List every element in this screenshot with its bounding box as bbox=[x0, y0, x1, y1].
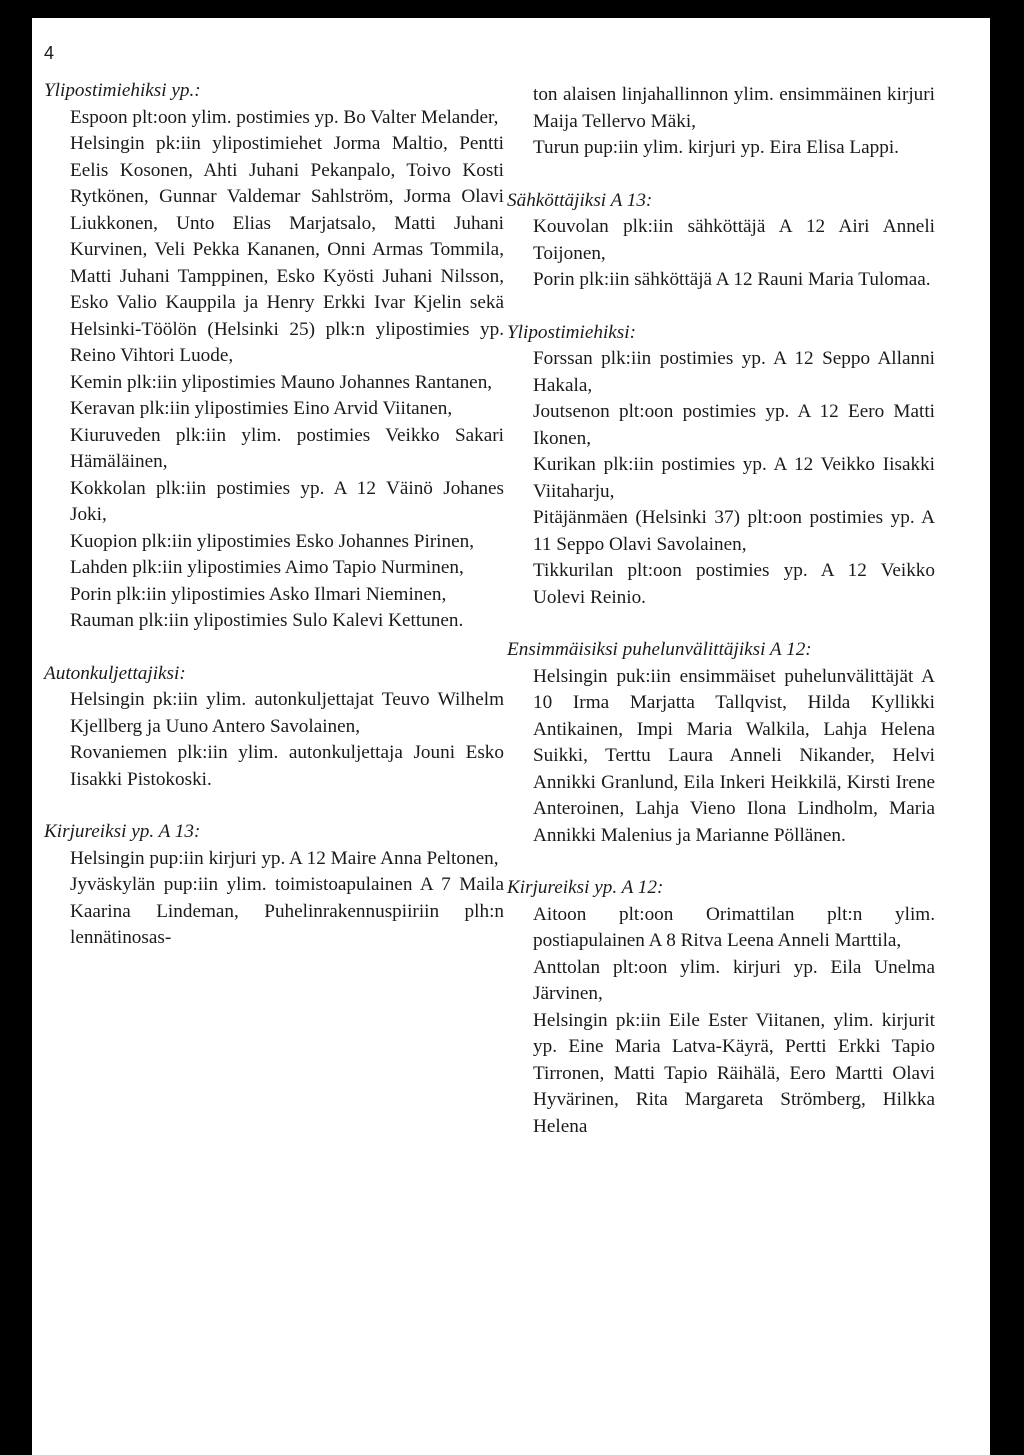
appointment-entry: Joutsenon plt:oon postimies yp. A 12 Eero Matti Ikonen, bbox=[533, 401, 935, 449]
section-entries bbox=[507, 82, 935, 162]
appointment-entry: Forssan plk:iin postimies yp. A 12 Seppo Allanni Hakala, bbox=[533, 348, 935, 396]
section bbox=[507, 637, 935, 849]
appointment-entry: Helsingin pk:iin ylipostimiehet Jorma Maltio, Pentti Eelis Kosonen, Ahti Juhani Pekanpalo, Toivo Kosti Rytkönen, Gunnar Valdemar Sahlström, Jorma Olavi Liukkonen, Unto Elias Marjatsalo, Matti Juhani Kurvinen, Veli Pekka Kananen, Onni Armas Tommila, Matti Juhani Tamppinen, Esko Kyösti Juhani Nilsson, Esko Valio Kauppila ja Henry Erkki Ivar Kjelin sekä Helsinki-Töölön (Helsinki 25) plk:n ylipostimies yp. Reino Vihtori Luode, bbox=[70, 133, 504, 366]
appointment-entry: Turun pup:iin ylim. kirjuri yp. Eira Elisa Lappi. bbox=[533, 137, 899, 158]
section bbox=[44, 78, 504, 635]
section-entries bbox=[507, 902, 935, 1141]
section-entries bbox=[44, 846, 504, 952]
appointment-entry: Kuopion plk:iin ylipostimies Esko Johannes Pirinen, bbox=[70, 530, 474, 552]
section-heading: Ylipostimiehiksi: bbox=[507, 321, 636, 343]
section bbox=[507, 875, 935, 1140]
section-entries bbox=[507, 346, 935, 611]
appointment-entry: Keravan plk:iin ylipostimies Eino Arvid Viitanen, bbox=[70, 398, 453, 419]
page-number: 4 bbox=[44, 43, 55, 63]
appointment-entry: Kurikan plk:iin postimies yp. A 12 Veikko Iisakki Viitaharju, bbox=[533, 454, 935, 502]
section bbox=[44, 819, 504, 952]
appointment-entry: Helsingin pk:iin Eile Ester Viitanen, ylim. kirjurit yp. Eine Maria Latva-Käyrä, Pertti Erkki Tapio Tirronen, Matti Tapio Räihälä, Eero Martti Olavi Hyvärinen, Rita Margareta Strömberg, Hilkka Helena bbox=[533, 1009, 935, 1137]
appointment-entry: Jyväskylän pup:iin ylim. toimistoapulainen A 7 Maila Kaarina Lindeman, Puhelinrakennuspiiriin plh:n lennätinosas- bbox=[70, 874, 504, 948]
right-column bbox=[507, 82, 935, 1166]
appointment-entry: Rauman plk:iin ylipostimies Sulo Kalevi Kettunen. bbox=[70, 610, 464, 631]
section bbox=[507, 188, 935, 294]
appointment-entry: Kouvolan plk:iin sähköttäjä A 12 Airi Anneli Toijonen, bbox=[533, 216, 935, 264]
appointment-entry: Pitäjänmäen (Helsinki 37) plt:oon postimies yp. A 11 Seppo Olavi Savolainen, bbox=[533, 507, 935, 555]
section bbox=[507, 82, 935, 162]
section bbox=[507, 320, 935, 612]
appointment-entry: Helsingin pup:iin kirjuri yp. A 12 Maire Anna Peltonen, bbox=[70, 847, 499, 869]
section-entries bbox=[44, 687, 504, 793]
appointment-entry: ton alaisen linjahallinnon ylim. ensimmäinen kirjuri Maija Tellervo Mäki, bbox=[533, 84, 935, 132]
appointment-entry: Kokkolan plk:iin postimies yp. A 12 Väinö Johanes Joki, bbox=[70, 477, 504, 525]
section-heading: Ylipostimiehiksi yp.: bbox=[44, 80, 201, 101]
section-entries bbox=[507, 664, 935, 850]
appointment-entry: Porin plk:iin ylipostimies Asko Ilmari Nieminen, bbox=[70, 583, 447, 605]
appointment-entry: Aitoon plt:oon Orimattilan plt:n ylim. postiapulainen A 8 Ritva Leena Anneli Marttila, bbox=[533, 903, 935, 951]
section-heading: Kirjureiksi yp. A 13: bbox=[44, 821, 201, 842]
appointment-entry: Rovaniemen plk:iin ylim. autonkuljettaja Jouni Esko Iisakki Pistokoski. bbox=[70, 742, 504, 790]
section bbox=[44, 661, 504, 794]
appointment-entry: Helsingin pk:iin ylim. autonkuljettajat Teuvo Wilhelm Kjellberg ja Uuno Antero Savolainen, bbox=[70, 689, 504, 737]
section-heading: Ensimmäisiksi puhelunvälittäjiksi A 12: bbox=[507, 639, 812, 660]
appointment-entry: Helsingin puk:iin ensimmäiset puhelunvälittäjät A 10 Irma Marjatta Tallqvist, Hilda Kyllikki Antikainen, Impi Maria Walkila, Lahja Helena Suikki, Terttu Laura Anneli Nikander, Helvi Annikki Granlund, Eila Inkeri Heikkilä, Kirsti Irene Anteroinen, Lahja Vieno Ilona Lindholm, Maria Annikki Malenius ja Marianne Pöllänen. bbox=[533, 665, 935, 846]
section-heading: Autonkuljettajiksi: bbox=[44, 662, 186, 684]
appointment-entry: Anttolan plt:oon ylim. kirjuri yp. Eila Unelma Järvinen, bbox=[533, 956, 935, 1004]
left-column bbox=[44, 78, 504, 978]
section-heading: Sähköttäjiksi A 13: bbox=[507, 189, 653, 211]
appointment-entry: Lahden plk:iin ylipostimies Aimo Tapio Nurminen, bbox=[70, 557, 464, 578]
section-entries bbox=[507, 214, 935, 294]
appointment-entry: Kemin plk:iin ylipostimies Mauno Johannes Rantanen, bbox=[70, 371, 493, 393]
appointment-entry: Tikkurilan plt:oon postimies yp. A 12 Veikko Uolevi Reinio. bbox=[533, 560, 935, 608]
appointment-entry: Espoon plt:oon ylim. postimies yp. Bo Valter Melander, bbox=[70, 106, 499, 128]
section-heading: Kirjureiksi yp. A 12: bbox=[507, 877, 664, 898]
appointment-entry: Porin plk:iin sähköttäjä A 12 Rauni Maria Tulomaa. bbox=[533, 269, 931, 290]
appointment-entry: Kiuruveden plk:iin ylim. postimies Veikko Sakari Hämäläinen, bbox=[70, 424, 504, 472]
section-entries bbox=[44, 105, 504, 635]
